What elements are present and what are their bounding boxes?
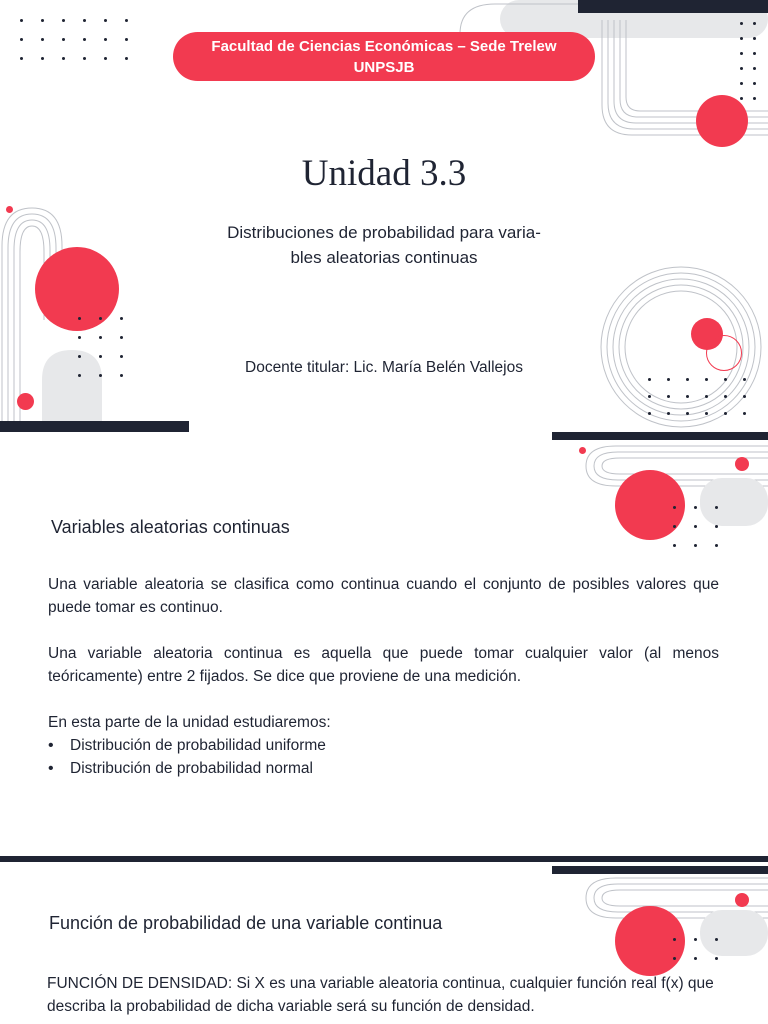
decorative-small-red-dot <box>17 393 34 410</box>
paragraph-3: En esta parte de la unidad estudiaremos: <box>48 714 331 731</box>
content-slide-density <box>0 862 768 1024</box>
university-acronym: UNPSJB <box>353 59 415 76</box>
decorative-small-red-dot <box>735 457 749 471</box>
teacher-name: Docente titular: Lic. María Belén Vallejos <box>245 359 523 376</box>
decorative-bar <box>0 421 189 432</box>
title-slide <box>0 0 768 440</box>
paragraph-1: FUNCIÓN DE DENSIDAD: Si X es una variable aleatoria continua, cualquier función real f(x) que describa la probabilidad de dicha variable será su función de densidad. <box>47 975 714 1015</box>
decorative-dot-grid <box>740 22 756 100</box>
subtitle-line-1: Distribuciones de probabilidad para varia- <box>227 223 541 242</box>
content-slide-variables <box>0 440 768 860</box>
decorative-small-red-dot <box>735 893 749 907</box>
section-heading: Variables aleatorias continuas <box>51 517 290 537</box>
decorative-dot-grid <box>78 317 123 377</box>
decorative-dot-grid <box>648 378 746 415</box>
list-item: • Distribución de probabilidad normal <box>48 757 719 780</box>
list-item: • Distribución de probabilidad uniforme <box>48 734 719 757</box>
decorative-bar <box>552 432 768 440</box>
decorative-red-circle <box>696 95 748 147</box>
unit-subtitle <box>180 220 588 270</box>
decorative-red-ring <box>706 335 742 371</box>
decorative-dot-grid <box>20 19 128 60</box>
decorative-bar <box>578 0 768 13</box>
paragraph-2: Una variable aleatoria continua es aquella que puede tomar cualquier valor (al menos teóricamente) entre 2 fijados. Se dice que proviene de una medición. <box>48 645 719 685</box>
institution-banner <box>173 32 595 81</box>
decorative-bar <box>552 866 768 874</box>
topics-list <box>48 734 719 780</box>
institution-name: Facultad de Ciencias Económicas – Sede Trelew <box>211 38 557 55</box>
decorative-dot-grid <box>673 938 718 960</box>
subtitle-line-2: bles aleatorias continuas <box>290 248 478 267</box>
section-heading: Función de probabilidad de una variable continua <box>49 913 443 933</box>
unit-title: Unidad 3.3 <box>301 153 467 194</box>
decorative-small-red-dot <box>579 447 586 454</box>
section-body <box>47 972 720 1018</box>
section-body <box>48 573 719 780</box>
decorative-dot-grid <box>673 506 718 547</box>
paragraph-1: Una variable aleatoria se clasifica como continua cuando el conjunto de posibles valores que puede tomar es continuo. <box>48 576 719 616</box>
